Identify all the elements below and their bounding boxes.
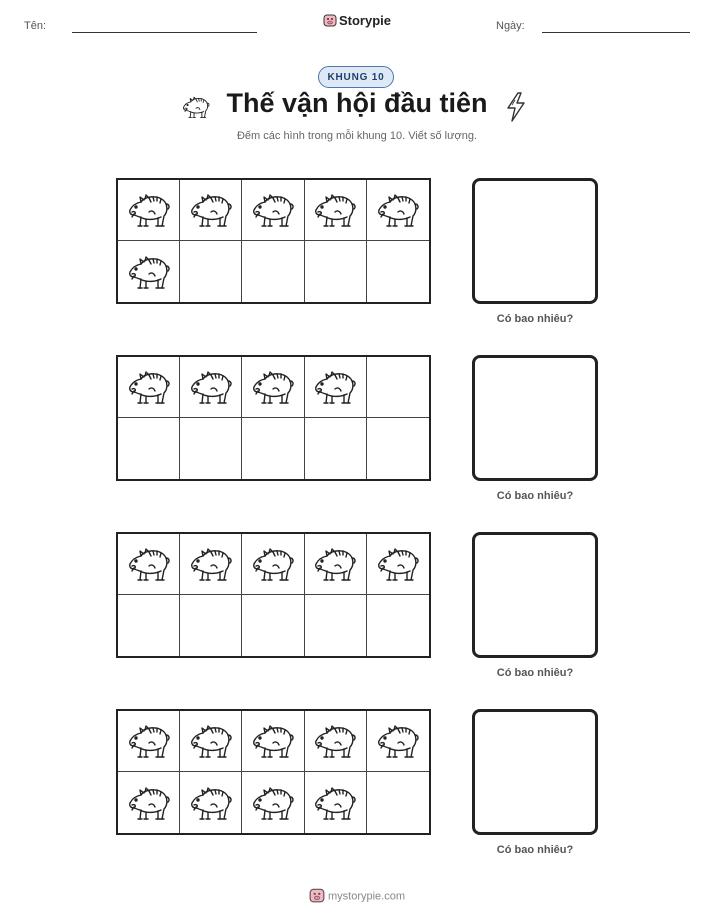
frame-cell [367, 595, 429, 656]
ten-frame [116, 178, 431, 304]
instructions: Đếm các hình trong mỗi khung 10. Viết số lượng. [236, 130, 477, 142]
frame-cell [305, 180, 367, 241]
frame-cell [118, 241, 180, 302]
frame-cell [367, 418, 429, 479]
answer-label: Có bao nhiêu? [496, 844, 574, 856]
frame-cell [118, 418, 180, 479]
ten-frame [116, 355, 431, 481]
frame-cell [305, 711, 367, 772]
frame-cell [367, 357, 429, 418]
frame-cell [305, 357, 367, 418]
ten-frame [116, 709, 431, 835]
boar-icon [376, 544, 420, 584]
frame-cell [367, 180, 429, 241]
frame-cell [367, 772, 429, 833]
frame-cell [242, 357, 304, 418]
frame-cell [180, 711, 242, 772]
name-label: Tên: [24, 20, 47, 32]
frame-cell [180, 180, 242, 241]
frame-cell [242, 711, 304, 772]
frame-cell [367, 711, 429, 772]
boar-icon [251, 190, 295, 230]
ten-frame-badge: KHUNG 10 [318, 66, 394, 88]
boar-icon [251, 367, 295, 407]
boar-icon [127, 252, 171, 292]
boar-icon [189, 544, 233, 584]
page-title: Thế vận hội đầu tiên [226, 88, 488, 118]
frame-cell [242, 180, 304, 241]
boar-icon [127, 721, 171, 761]
frame-cell [118, 180, 180, 241]
boar-icon [127, 190, 171, 230]
frame-cell [118, 534, 180, 595]
frame-cell [305, 772, 367, 833]
boar-icon [313, 721, 357, 761]
date-label: Ngày: [496, 20, 525, 32]
frame-cell [118, 772, 180, 833]
boar-icon [189, 783, 233, 823]
brand-name: Storypie [338, 13, 391, 28]
answer-label: Có bao nhiêu? [496, 667, 574, 679]
answer-box[interactable] [472, 709, 598, 835]
name-field[interactable] [72, 32, 257, 33]
boar-icon [251, 544, 295, 584]
lightning-bolt-icon [505, 92, 527, 127]
answer-label: Có bao nhiêu? [496, 490, 574, 502]
boar-icon [189, 721, 233, 761]
date-field[interactable] [542, 32, 690, 33]
boar-icon [313, 367, 357, 407]
frame-cell [305, 241, 367, 302]
frame-cell [242, 241, 304, 302]
frame-cell [118, 711, 180, 772]
storypie-pig-logo-icon [323, 13, 337, 30]
footer [0, 887, 714, 906]
frame-cell [180, 418, 242, 479]
boar-icon [313, 190, 357, 230]
frame-cell [305, 595, 367, 656]
frame-cell [367, 534, 429, 595]
boar-icon [189, 367, 233, 407]
frame-cell [242, 595, 304, 656]
frame-cell [367, 241, 429, 302]
boar-icon [251, 721, 295, 761]
frame-cell [305, 418, 367, 479]
frame-cell [180, 595, 242, 656]
frame-cell [180, 357, 242, 418]
brand-header [0, 13, 714, 30]
frame-cell [118, 595, 180, 656]
frame-cell [180, 772, 242, 833]
frame-cell [305, 534, 367, 595]
frame-cell [118, 357, 180, 418]
frame-cell [242, 534, 304, 595]
answer-box[interactable] [472, 178, 598, 304]
frame-cell [180, 534, 242, 595]
boar-icon [376, 721, 420, 761]
ten-frame [116, 532, 431, 658]
frame-cell [180, 241, 242, 302]
boar-icon [251, 783, 295, 823]
storypie-pig-logo-icon [309, 887, 325, 906]
boar-icon [127, 367, 171, 407]
boar-icon [189, 190, 233, 230]
footer-url: mystorypie.com [327, 890, 406, 903]
boar-icon [313, 544, 357, 584]
boar-icon [313, 783, 357, 823]
boar-icon [127, 783, 171, 823]
answer-box[interactable] [472, 532, 598, 658]
frame-cell [242, 772, 304, 833]
boar-icon [376, 190, 420, 230]
frame-cell [242, 418, 304, 479]
answer-label: Có bao nhiêu? [496, 313, 574, 325]
boar-icon [127, 544, 171, 584]
answer-box[interactable] [472, 355, 598, 481]
